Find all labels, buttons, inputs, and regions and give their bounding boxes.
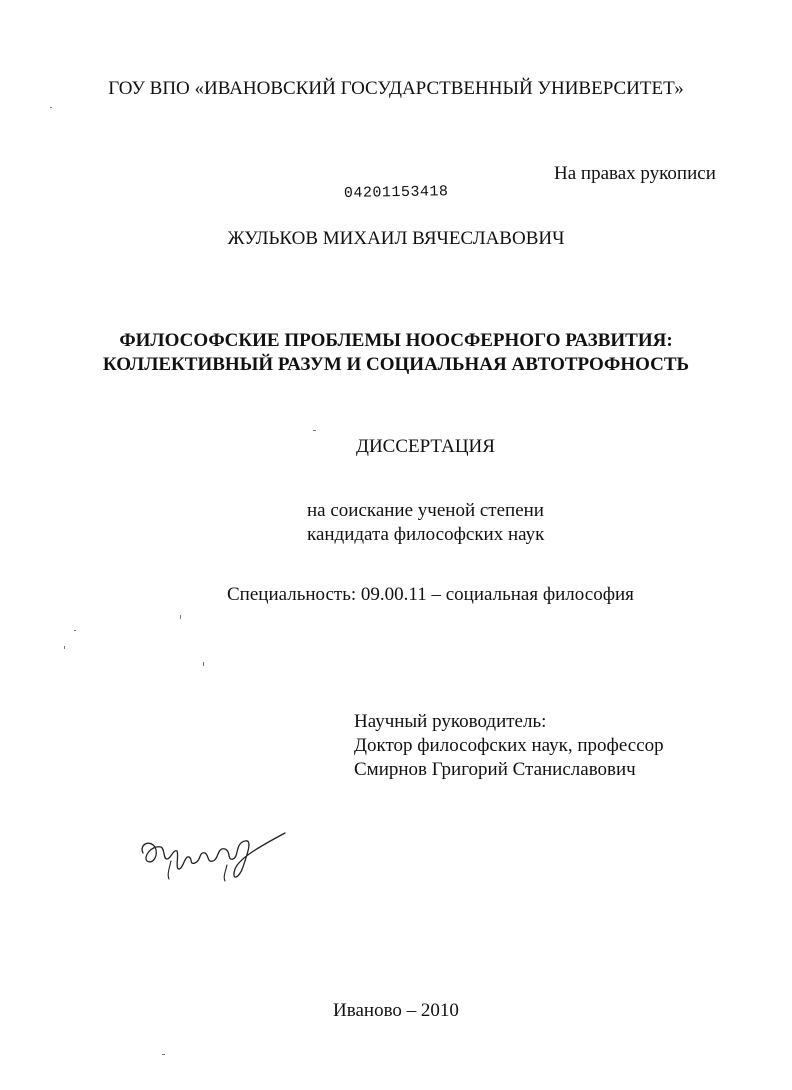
scan-speck (64, 646, 65, 649)
scan-speck (50, 107, 52, 108)
dissertation-title-line-2: КОЛЛЕКТИВНЫЙ РАЗУМ И СОЦИАЛЬНАЯ АВТОТРОФНОСТЬ (102, 354, 690, 375)
archive-number-stamp: 04201153418 (343, 183, 449, 202)
author-signature (135, 825, 295, 885)
scan-speck (203, 662, 204, 666)
scan-speck (180, 615, 181, 619)
supervisor-name: Смирнов Григорий Станиславович (354, 759, 636, 780)
supervisor-label: Научный руководитель: (354, 711, 547, 732)
document-type: ДИССЕРТАЦИЯ (356, 436, 495, 457)
degree-line-2: кандидата философских наук (307, 524, 545, 545)
supervisor-title: Доктор философских наук, профессор (354, 735, 664, 756)
institution-name: ГОУ ВПО «ИВАНОВСКИЙ ГОСУДАРСТВЕННЫЙ УНИВЕРСИТЕТ» (108, 78, 684, 99)
dissertation-title-line-1: ФИЛОСОФСКИЕ ПРОБЛЕМЫ НООСФЕРНОГО РАЗВИТИЯ: (119, 330, 673, 351)
author-name: ЖУЛЬКОВ МИХАИЛ ВЯЧЕСЛАВОВИЧ (227, 228, 565, 249)
manuscript-note: На правах рукописи (554, 163, 716, 184)
degree-line-1: на соискание ученой степени (307, 500, 544, 521)
scan-speck (313, 430, 316, 431)
city-year: Иваново – 2010 (333, 1000, 459, 1021)
scan-speck (74, 630, 76, 631)
specialty: Специальность: 09.00.11 – социальная философия (227, 584, 634, 605)
scan-speck (162, 1054, 165, 1055)
